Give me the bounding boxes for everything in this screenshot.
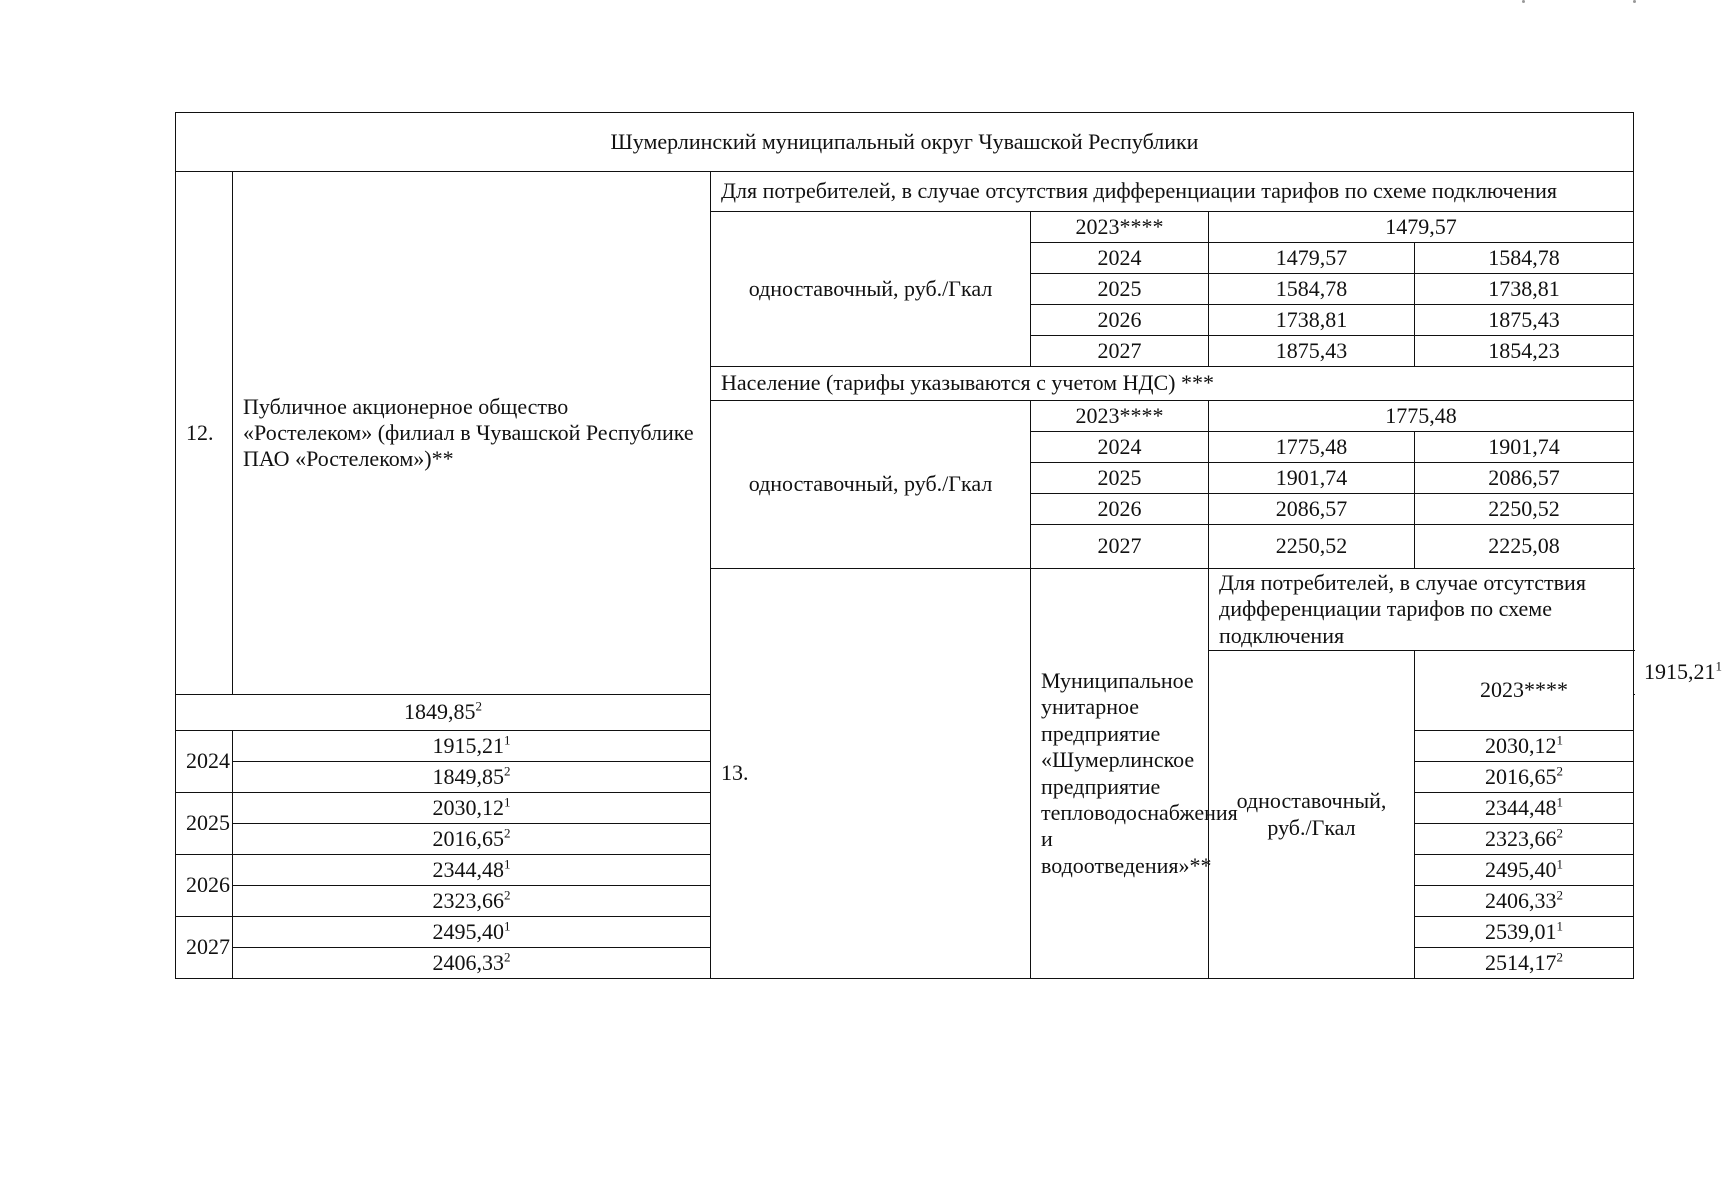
year-cell: 2026 xyxy=(176,855,233,917)
tariff-value: 2495,40$^1$ xyxy=(1415,855,1634,886)
tariff-value: 2406,33$^2$ xyxy=(1415,886,1634,917)
year-cell: 2023**** xyxy=(1415,651,1634,731)
year-cell: 2024 xyxy=(176,731,233,793)
footnote-mark: 2 xyxy=(504,887,511,903)
footnote-mark: 1 xyxy=(1556,732,1563,748)
tariff-value: 1584,78 xyxy=(1209,274,1415,305)
year-cell: 2027 xyxy=(176,917,233,979)
tariff-value: 1875,43 xyxy=(1415,305,1634,336)
tariff-value: 2344,48$^1$ xyxy=(1415,793,1634,824)
tariff-value: 1738,81 xyxy=(1415,274,1634,305)
tariff-value: 1775,48 xyxy=(1209,432,1415,463)
section-row xyxy=(176,172,1634,212)
footnote-mark: 2 xyxy=(504,949,511,965)
tariff-value: 1479,57 xyxy=(1209,212,1634,243)
scan-speck xyxy=(1522,0,1525,3)
tariff-value: 2514,17$^2$ xyxy=(1415,948,1634,979)
tariff-value: 2225,08 xyxy=(1415,525,1634,569)
tariff-value: 2495,40$^1$ xyxy=(233,917,711,948)
tariff-value: 1854,23 xyxy=(1415,336,1634,367)
footnote-mark: 2 xyxy=(475,699,482,715)
region-title: Шумерлинский муниципальный округ Чувашской Республики xyxy=(176,113,1634,172)
tariff-value: 1584,78 xyxy=(1415,243,1634,274)
footnote-mark: 2 xyxy=(1556,825,1563,841)
section-title: Для потребителей, в случае отсутствия дифференциации тарифов по схеме подключения xyxy=(1209,569,1634,651)
section-title: Для потребителей, в случае отсутствия дифференциации тарифов по схеме подключения xyxy=(711,172,1634,212)
tariff-type: одноставочный, руб./Гкал xyxy=(711,212,1031,367)
tariff-value: 2086,57 xyxy=(1415,463,1634,494)
tariff-value: 2016,65$^2$ xyxy=(233,824,711,855)
footnote-mark: 2 xyxy=(1556,887,1563,903)
footnote-mark: 1 xyxy=(504,732,511,748)
footnote-mark: 1 xyxy=(1556,856,1563,872)
tariff-value: 2030,12$^1$ xyxy=(1415,731,1634,762)
tariff-value: 2016,65$^2$ xyxy=(1415,762,1634,793)
tariff-value: 1775,48 xyxy=(1209,401,1634,432)
row-number: 12. xyxy=(176,172,233,695)
tariff-value: 2344,48$^1$ xyxy=(233,855,711,886)
tariff-value: 2406,33$^2$ xyxy=(233,948,711,979)
year-cell: 2025 xyxy=(1031,463,1209,494)
tariff-value: 1915,21$^1$ xyxy=(233,731,711,762)
footnote-mark: 2 xyxy=(504,763,511,779)
tariff-value: 1875,43 xyxy=(1209,336,1415,367)
tariff-value: 1901,74 xyxy=(1209,463,1415,494)
year-cell: 2024 xyxy=(1031,432,1209,463)
footnote-mark: 1 xyxy=(1715,659,1722,675)
footnote-mark: 1 xyxy=(1556,918,1563,934)
tariff-value: 2539,01$^1$ xyxy=(1415,917,1634,948)
footnote-mark: 2 xyxy=(504,825,511,841)
year-cell: 2025 xyxy=(176,793,233,855)
tariff-type: одноставочный, руб./Гкал xyxy=(1209,651,1415,979)
year-cell: 2027 xyxy=(1031,525,1209,569)
tariff-value: 2250,52 xyxy=(1415,494,1634,525)
year-cell: 2027 xyxy=(1031,336,1209,367)
tariff-row: одноставочный, руб./Гкал 2023**** 1915,21$^1$ xyxy=(176,651,1634,695)
year-cell: 2026 xyxy=(1031,305,1209,336)
tariff-value: 1849,85$^2$ xyxy=(233,762,711,793)
year-cell: 2023**** xyxy=(1031,401,1209,432)
year-cell: 2023**** xyxy=(1031,212,1209,243)
footnote-mark: 1 xyxy=(1556,794,1563,810)
tariff-value: 2030,12$^1$ xyxy=(233,793,711,824)
scan-speck xyxy=(1633,0,1636,3)
tariff-value: 2250,52 xyxy=(1209,525,1415,569)
organization-name: Муниципальное унитарное предприятие «Шумерлинское предприятие тепловодоснабжения и водоотведения»** xyxy=(1031,569,1209,979)
tariff-value: 2086,57 xyxy=(1209,494,1415,525)
footnote-mark: 1 xyxy=(504,856,511,872)
year-cell: 2024 xyxy=(1031,243,1209,274)
tariff-value: 2323,66$^2$ xyxy=(233,886,711,917)
section-title: Население (тарифы указываются с учетом НДС) *** xyxy=(711,367,1634,401)
tariff-value: 1479,57 xyxy=(1209,243,1415,274)
footnote-mark: 2 xyxy=(1556,763,1563,779)
tariff-value: 2323,66$^2$ xyxy=(1415,824,1634,855)
tariff-value: 1738,81 xyxy=(1209,305,1415,336)
year-cell: 2025 xyxy=(1031,274,1209,305)
tariff-value: 1901,74 xyxy=(1415,432,1634,463)
row-number: 13. xyxy=(711,569,1031,979)
tariff-type: одноставочный, руб./Гкал xyxy=(711,401,1031,569)
year-cell: 2026 xyxy=(1031,494,1209,525)
footnote-mark: 1 xyxy=(504,918,511,934)
tariff-value: 1849,85$^2$ xyxy=(176,695,711,731)
organization-name: Публичное акционерное общество «Ростелеком» (филиал в Чувашской Республике ПАО «Ростелеком»)** xyxy=(233,172,711,695)
footnote-mark: 1 xyxy=(504,794,511,810)
tariff-table xyxy=(175,112,1722,979)
footnote-mark: 2 xyxy=(1556,949,1563,965)
region-header-row xyxy=(176,113,1634,172)
